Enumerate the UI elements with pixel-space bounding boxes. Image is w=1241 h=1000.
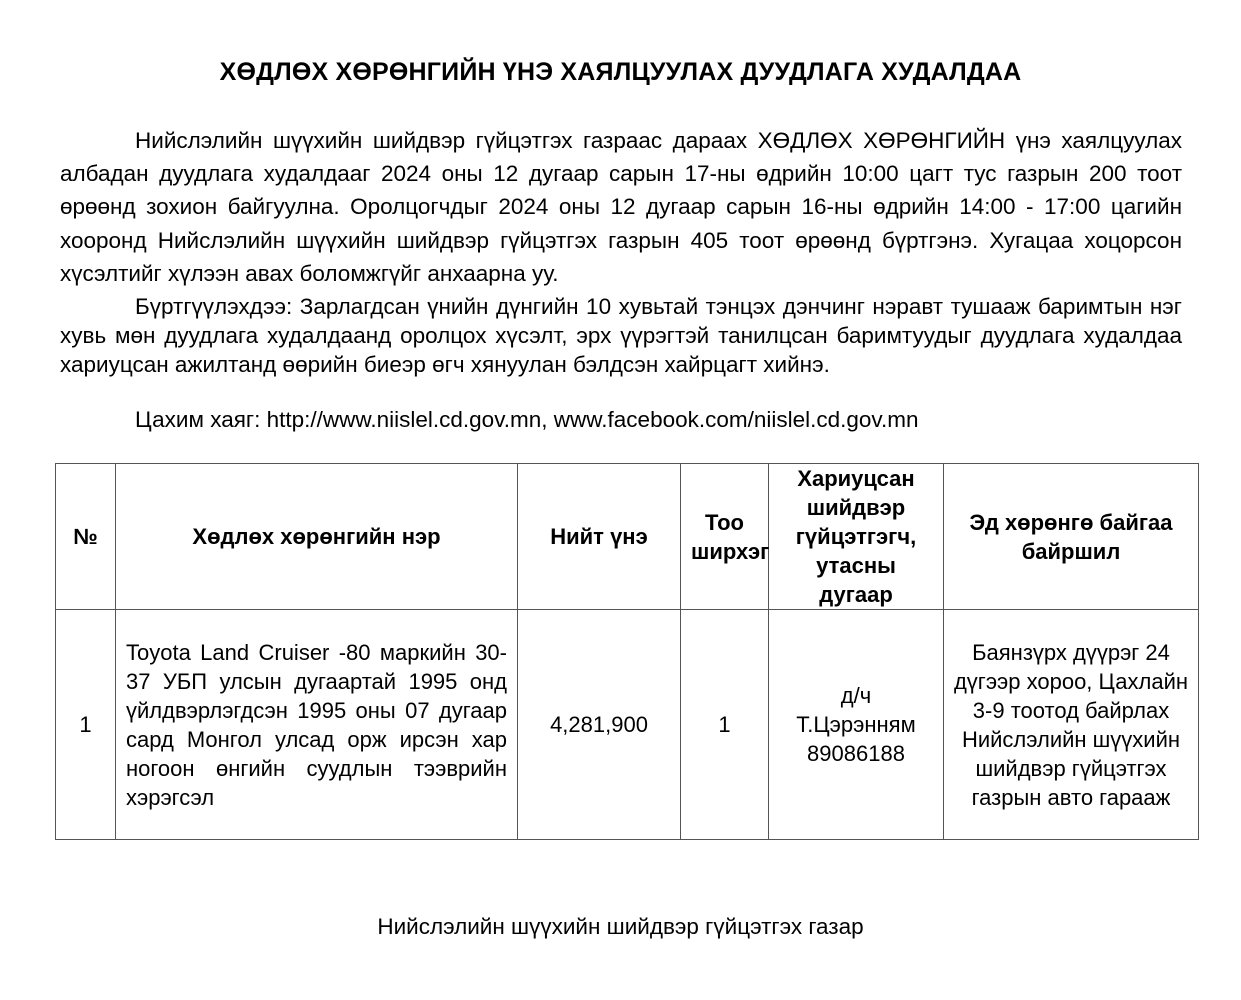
cell-quantity: 1 [681,610,769,840]
web-address-paragraph: Цахим хаяг: http://www.niislel.cd.gov.mn, www.facebook.com/niislel.cd.gov.mn [135,407,919,432]
cell-responsible-officer [769,610,944,840]
header-total-price: Нийт үнэ [518,464,681,610]
header-quantity: Тоо ширхэг [681,464,769,610]
officer-phone: 89086188 [807,741,905,766]
cell-asset-location: Баянзүрх дүүрэг 24 дүгээр хороо, Цахлайн 3-9 тоотод байрлах Нийслэлийн шүүхийн шийдвэр гүйцэтгэх газрын авто гарааж [944,610,1199,840]
officer-name: Т.Цэрэнням [796,712,916,737]
header-asset-name: Хөдлөх хөрөнгийн нэр [116,464,518,610]
document-title: ХӨДЛӨХ ХӨРӨНГИЙН ҮНЭ ХАЯЛЦУУЛАХ ДУУДЛАГА ХУДАЛДАА [219,58,1022,86]
cell-total-price: 4,281,900 [518,610,681,840]
assets-table [55,463,1199,840]
registration-paragraph: Бүртгүүлэхдээ: Зарлагдсан үнийн дүнгийн 10 хувьтай тэнцэх дэнчинг нэравт тушааж баримтын нэг хувь мөн дуудлага худалдаанд оролцох хүсэлт, эрх үүрэгтэй танилцсан баримтуудыг дуудлага худалдаа хариуцсан ажилтанд өөрийн биеэр өгч хянуулан бэлдсэн хайрцагт хийнэ. [60,294,1182,377]
cell-asset-name: Toyota Land Cruiser -80 маркийн 30-37 УБП улсын дугаартай 1995 онд үйлдвэрлэгдсэн 1995 оны 07 дугаар сард Монгол улсад орж ирсэн хар ногоон өнгийн суудлын тээврийн хэрэгсэл [116,610,518,840]
table-header-row [56,464,1199,610]
officer-rank: д/ч [840,683,872,708]
table-row [56,610,1199,840]
issuer-footer: Нийслэлийн шүүхийн шийдвэр гүйцэтгэх газар [377,914,864,939]
cell-number: 1 [56,610,116,840]
header-asset-location: Эд хөрөнгө байгаа байршил [944,464,1199,610]
header-responsible-officer: Хариуцсан шийдвэр гүйцэтгэгч, утасны дугаар [769,464,944,610]
announcement-paragraph: Нийслэлийн шүүхийн шийдвэр гүйцэтгэх газраас дараах ХӨДЛӨХ ХӨРӨНГИЙН үнэ хаялцуулах албадан дуудлага худалдааг 2024 оны 12 дугаар сарын 17-ны өдрийн 10:00 цагт тус газрын 200 тоот өрөөнд зохион байгуулна. Оролцогчдыг 2024 оны 12 дугаар сарын 16-ны өдрийн 14:00 - 17:00 цагийн хооронд Нийслэлийн шүүхийн шийдвэр гүйцэтгэх газрын 405 тоот өрөөнд бүртгэнэ. Хугацаа хоцорсон хүсэлтийг хүлээн авах боломжгүйг анхаарна уу. [60,128,1182,286]
header-number: № [56,464,116,610]
